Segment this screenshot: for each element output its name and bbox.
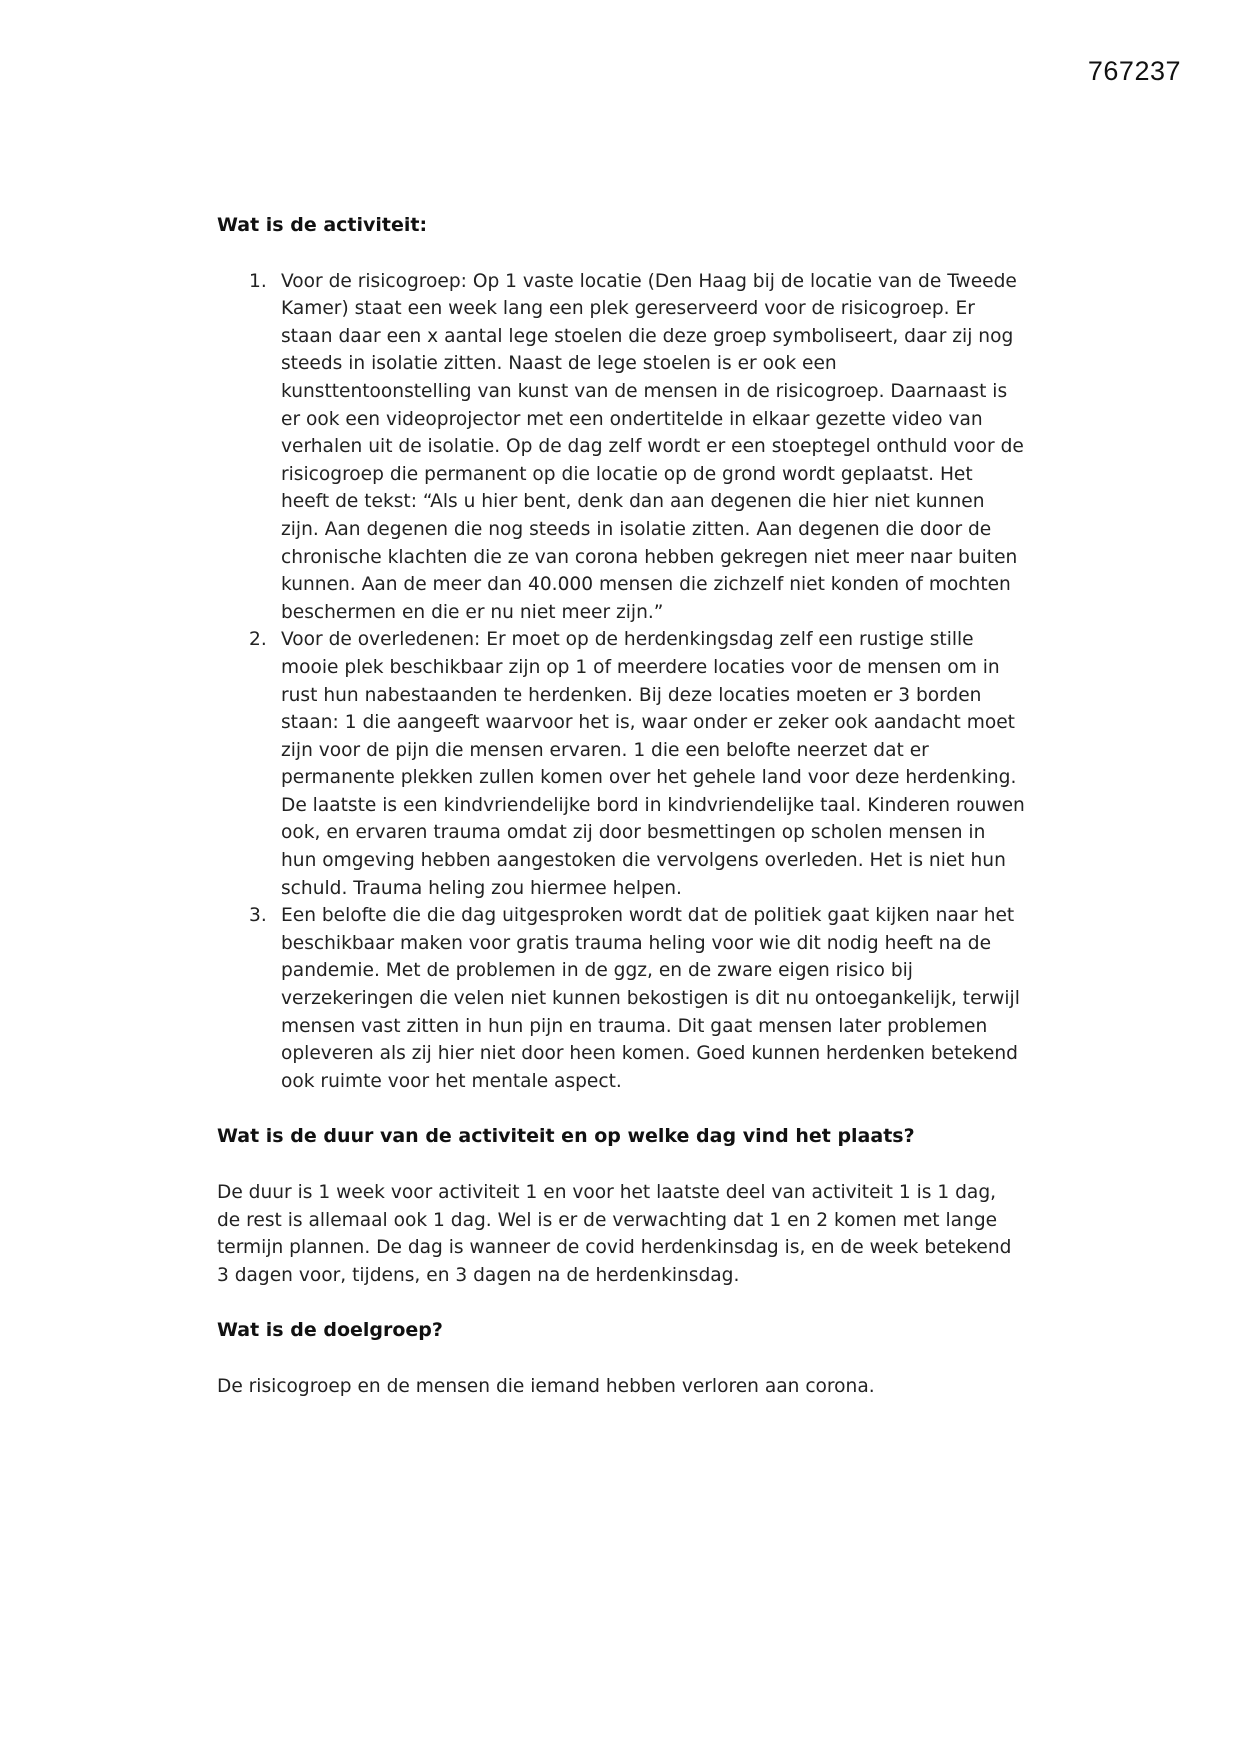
list-item-text: Een belofte die die dag uitgesproken wordt dat de politiek gaat kijken naar het beschikbaar maken voor gratis trauma heling voor wie dit nodig heeft na de pandemie. Met de problemen in de ggz, en de zware eigen risico bij verzekeringen die velen niet kunnen bekostigen is dit nu ontoegankelijk, terwijl mensen vast zitten in hun pijn en trauma. Dit gaat mensen later problemen opleveren als zij hier niet door heen komen. Goed kunnen herdenken betekend ook ruimte voor het mentale aspect. bbox=[281, 905, 1020, 1092]
document-id: 767237 bbox=[1087, 56, 1181, 86]
list-item-text: Voor de overledenen: Er moet op de herdenkingsdag zelf een rustige stille mooie plek beschikbaar zijn op 1 of meerdere locaties voor de mensen om in rust hun nabestaanden te herdenken. Bij deze locaties moeten er 3 borden staan: 1 die aangeeft waarvoor het is, waar onder er zeker ook aandacht moet zijn voor de pijn die mensen ervaren. 1 die een belofte neerzet dat er permanente plekken zullen komen over het gehele land voor deze herdenking. De laatste is een kindvriendelijke bord in kindvriendelijke taal. Kinderen rouwen ook, en ervaren trauma omdat zij door besmettingen op scholen mensen in hun omgeving hebben aangestoken die vervolgens overleden. Het is niet hun schuld. Trauma heling zou hiermee helpen. bbox=[281, 629, 1025, 899]
list-item bbox=[217, 268, 1025, 627]
duration-paragraph: De duur is 1 week voor activiteit 1 en voor het laatste deel van activiteit 1 is 1 dag, de rest is allemaal ook 1 dag. Wel is er de verwachting dat 1 en 2 komen met lange termijn plannen. De dag is wanneer de covid herdenkinsdag is, en de week betekend 3 dagen voor, tijdens, en 3 dagen na de herdenkinsdag. bbox=[217, 1182, 1012, 1286]
list-item-text: Voor de risicogroep: Op 1 vaste locatie (Den Haag bij de locatie van de Tweede Kamer) staat een week lang een plek gereserveerd voor de risicogroep. Er staan daar een x aantal lege stoelen die deze groep symboliseert, daar zij nog steeds in isolatie zitten. Naast de lege stoelen is er ook een kunsttentoonstelling van kunst van de mensen in de risicogroep. Daarnaast is er ook een videoprojector met een ondertitelde in elkaar gezette video van verhalen uit de isolatie. Op de dag zelf wordt er een stoeptegel onthuld voor de risicogroep die permanent op die locatie op de grond wordt geplaatst. Het heeft de tekst: “Als u hier bent, denk dan aan degenen die hier niet kunnen zijn. Aan degenen die nog steeds in isolatie zitten. Aan degenen die door de chronische klachten die ze van corona hebben gekregen niet meer naar buiten kunnen. Aan de meer dan 40.000 mensen die zichzelf niet konden of mochten beschermen en die er nu niet meer zijn.” bbox=[281, 270, 1024, 623]
list-item-number: 1. bbox=[249, 270, 267, 292]
target-group-paragraph: De risicogroep en de mensen die iemand hebben verloren aan corona. bbox=[217, 1375, 875, 1397]
activity-list bbox=[217, 268, 1025, 1096]
section-heading-target-group: Wat is de doelgroep? bbox=[217, 1319, 443, 1342]
section-heading-activity: Wat is de activiteit: bbox=[217, 214, 428, 236]
list-item-number: 3. bbox=[249, 905, 267, 927]
list-item bbox=[217, 626, 1025, 902]
list-item-number: 2. bbox=[249, 629, 267, 651]
document-body bbox=[217, 212, 1025, 1429]
list-item bbox=[217, 902, 1025, 1095]
section-heading-duration: Wat is de duur van de activiteit en op welke dag vind het plaats? bbox=[217, 1125, 915, 1148]
